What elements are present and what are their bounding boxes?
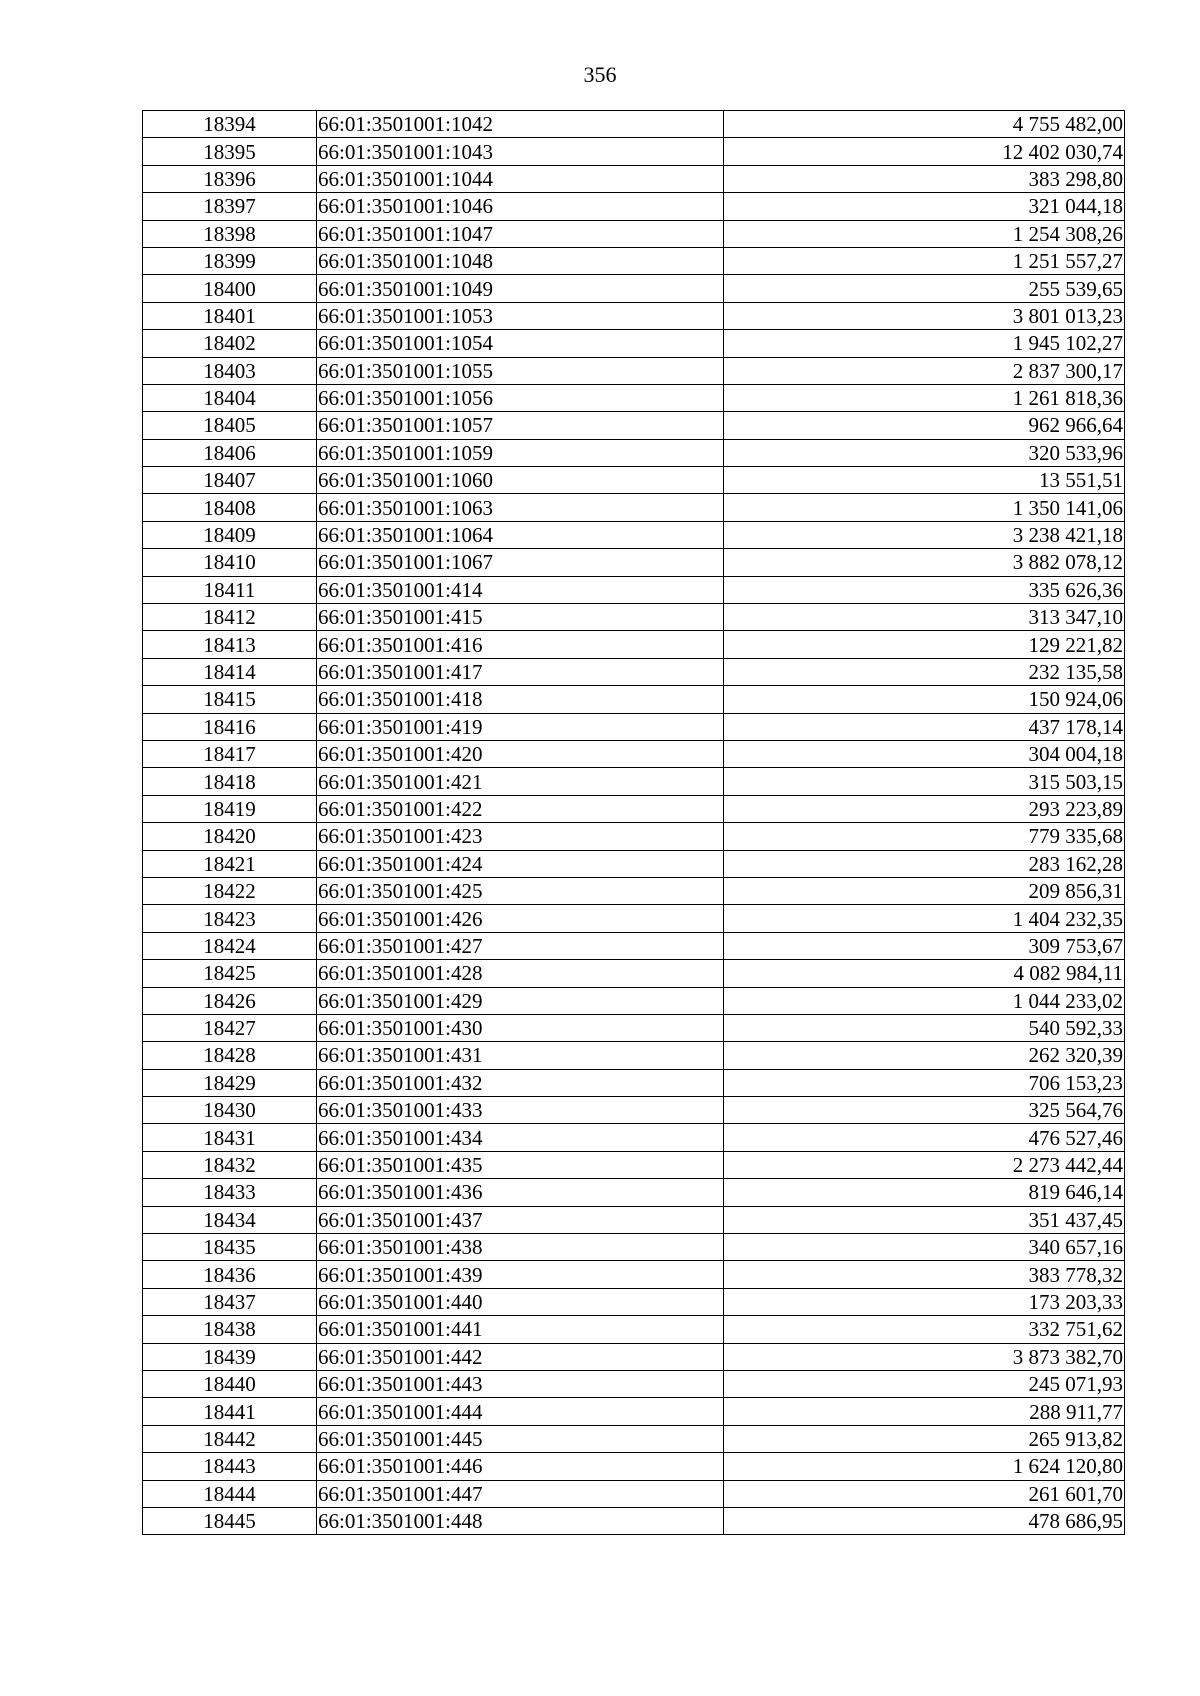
- table-row: [143, 521, 1125, 548]
- table-row: [143, 1480, 1125, 1507]
- row-number-cell: 18398: [143, 220, 317, 247]
- cadastral-number-cell: 66:01:3501001:448: [317, 1507, 724, 1534]
- table-row: [143, 823, 1125, 850]
- cadastral-number-cell: 66:01:3501001:419: [317, 713, 724, 740]
- table-row: [143, 960, 1125, 987]
- cadastral-number-cell: 66:01:3501001:415: [317, 604, 724, 631]
- row-number-cell: 18438: [143, 1316, 317, 1343]
- row-number-cell: 18430: [143, 1097, 317, 1124]
- cadastral-value-cell: 351 437,45: [724, 1206, 1125, 1233]
- row-number-cell: 18439: [143, 1343, 317, 1370]
- table-row: [143, 905, 1125, 932]
- row-number-cell: 18405: [143, 412, 317, 439]
- cadastral-number-cell: 66:01:3501001:439: [317, 1261, 724, 1288]
- table-row: [143, 247, 1125, 274]
- row-number-cell: 18412: [143, 604, 317, 631]
- cadastral-number-cell: 66:01:3501001:431: [317, 1042, 724, 1069]
- table-row: [143, 384, 1125, 411]
- cadastral-value-cell: 173 203,33: [724, 1288, 1125, 1315]
- table-row: [143, 740, 1125, 767]
- cadastral-value-cell: 1 350 141,06: [724, 494, 1125, 521]
- cadastral-value-cell: 150 924,06: [724, 686, 1125, 713]
- cadastral-number-cell: 66:01:3501001:1046: [317, 193, 724, 220]
- row-number-cell: 18406: [143, 439, 317, 466]
- row-number-cell: 18394: [143, 111, 317, 138]
- table-row: [143, 1206, 1125, 1233]
- table-row: [143, 275, 1125, 302]
- table-row: [143, 1398, 1125, 1425]
- table-row: [143, 138, 1125, 165]
- cadastral-value-cell: 255 539,65: [724, 275, 1125, 302]
- table-row: [143, 1069, 1125, 1096]
- row-number-cell: 18427: [143, 1014, 317, 1041]
- table-row: [143, 549, 1125, 576]
- cadastral-value-cell: 304 004,18: [724, 740, 1125, 767]
- cadastral-number-cell: 66:01:3501001:421: [317, 768, 724, 795]
- table-row: [143, 631, 1125, 658]
- cadastral-value-cell: 321 044,18: [724, 193, 1125, 220]
- cadastral-value-cell: 13 551,51: [724, 467, 1125, 494]
- cadastral-number-cell: 66:01:3501001:1057: [317, 412, 724, 439]
- table-row: [143, 1261, 1125, 1288]
- table-row: [143, 1370, 1125, 1397]
- row-number-cell: 18431: [143, 1124, 317, 1151]
- table-row: [143, 1179, 1125, 1206]
- cadastral-value-cell: 1 945 102,27: [724, 330, 1125, 357]
- cadastral-number-cell: 66:01:3501001:1042: [317, 111, 724, 138]
- table-row: [143, 165, 1125, 192]
- cadastral-value-cell: 1 624 120,80: [724, 1453, 1125, 1480]
- page-number: 356: [583, 62, 617, 87]
- cadastral-number-cell: 66:01:3501001:1064: [317, 521, 724, 548]
- row-number-cell: 18421: [143, 850, 317, 877]
- cadastral-value-cell: 335 626,36: [724, 576, 1125, 603]
- table-row: [143, 302, 1125, 329]
- row-number-cell: 18399: [143, 247, 317, 274]
- table-row: [143, 576, 1125, 603]
- row-number-cell: 18416: [143, 713, 317, 740]
- cadastral-value-cell: 315 503,15: [724, 768, 1125, 795]
- cadastral-value-cell: 325 564,76: [724, 1097, 1125, 1124]
- cadastral-value-cell: 332 751,62: [724, 1316, 1125, 1343]
- table-row: [143, 1124, 1125, 1151]
- cadastral-number-cell: 66:01:3501001:447: [317, 1480, 724, 1507]
- table-row: [143, 111, 1125, 138]
- row-number-cell: 18442: [143, 1425, 317, 1452]
- row-number-cell: 18397: [143, 193, 317, 220]
- cadastral-number-cell: 66:01:3501001:1055: [317, 357, 724, 384]
- cadastral-value-cell: 779 335,68: [724, 823, 1125, 850]
- cadastral-value-cell: 478 686,95: [724, 1507, 1125, 1534]
- cadastral-number-cell: 66:01:3501001:438: [317, 1234, 724, 1261]
- table-row: [143, 877, 1125, 904]
- table-row: [143, 1097, 1125, 1124]
- cadastral-value-cell: 232 135,58: [724, 658, 1125, 685]
- table-row: [143, 1507, 1125, 1534]
- table-row: [143, 220, 1125, 247]
- cadastral-number-cell: 66:01:3501001:429: [317, 987, 724, 1014]
- cadastral-number-cell: 66:01:3501001:417: [317, 658, 724, 685]
- cadastral-value-cell: 309 753,67: [724, 932, 1125, 959]
- cadastral-value-cell: 4 082 984,11: [724, 960, 1125, 987]
- table-row: [143, 1425, 1125, 1452]
- table-row: [143, 330, 1125, 357]
- cadastral-number-cell: 66:01:3501001:445: [317, 1425, 724, 1452]
- table-row: [143, 193, 1125, 220]
- cadastral-number-cell: 66:01:3501001:435: [317, 1151, 724, 1178]
- row-number-cell: 18410: [143, 549, 317, 576]
- cadastral-number-cell: 66:01:3501001:424: [317, 850, 724, 877]
- row-number-cell: 18395: [143, 138, 317, 165]
- cadastral-number-cell: 66:01:3501001:1054: [317, 330, 724, 357]
- cadastral-number-cell: 66:01:3501001:426: [317, 905, 724, 932]
- table-row: [143, 467, 1125, 494]
- cadastral-value-cell: 540 592,33: [724, 1014, 1125, 1041]
- cadastral-value-cell: 2 837 300,17: [724, 357, 1125, 384]
- cadastral-number-cell: 66:01:3501001:1053: [317, 302, 724, 329]
- cadastral-value-cell: 262 320,39: [724, 1042, 1125, 1069]
- cadastral-number-cell: 66:01:3501001:442: [317, 1343, 724, 1370]
- table-row: [143, 1453, 1125, 1480]
- table-row: [143, 412, 1125, 439]
- cadastral-value-cell: 313 347,10: [724, 604, 1125, 631]
- table-row: [143, 1042, 1125, 1069]
- table-row: [143, 1343, 1125, 1370]
- cadastral-number-cell: 66:01:3501001:427: [317, 932, 724, 959]
- row-number-cell: 18445: [143, 1507, 317, 1534]
- cadastral-number-cell: 66:01:3501001:441: [317, 1316, 724, 1343]
- cadastral-value-cell: 245 071,93: [724, 1370, 1125, 1397]
- row-number-cell: 18441: [143, 1398, 317, 1425]
- cadastral-number-cell: 66:01:3501001:422: [317, 795, 724, 822]
- table-row: [143, 1151, 1125, 1178]
- cadastral-value-cell: 265 913,82: [724, 1425, 1125, 1452]
- cadastral-value-cell: 320 533,96: [724, 439, 1125, 466]
- cadastral-value-cell: 129 221,82: [724, 631, 1125, 658]
- row-number-cell: 18404: [143, 384, 317, 411]
- cadastral-number-cell: 66:01:3501001:440: [317, 1288, 724, 1315]
- cadastral-number-cell: 66:01:3501001:1043: [317, 138, 724, 165]
- cadastral-value-cell: 1 251 557,27: [724, 247, 1125, 274]
- table-row: [143, 987, 1125, 1014]
- cadastral-value-cell: 962 966,64: [724, 412, 1125, 439]
- table-row: [143, 795, 1125, 822]
- row-number-cell: 18407: [143, 467, 317, 494]
- cadastral-value-cell: 2 273 442,44: [724, 1151, 1125, 1178]
- cadastral-number-cell: 66:01:3501001:1063: [317, 494, 724, 521]
- row-number-cell: 18414: [143, 658, 317, 685]
- table-row: [143, 1288, 1125, 1315]
- cadastral-value-cell: 340 657,16: [724, 1234, 1125, 1261]
- cadastral-value-table: [142, 110, 1125, 1535]
- row-number-cell: 18429: [143, 1069, 317, 1096]
- cadastral-value-cell: 1 261 818,36: [724, 384, 1125, 411]
- cadastral-value-cell: 283 162,28: [724, 850, 1125, 877]
- cadastral-value-cell: 3 238 421,18: [724, 521, 1125, 548]
- cadastral-number-cell: 66:01:3501001:430: [317, 1014, 724, 1041]
- table-row: [143, 1014, 1125, 1041]
- cadastral-number-cell: 66:01:3501001:1060: [317, 467, 724, 494]
- table-row: [143, 850, 1125, 877]
- row-number-cell: 18408: [143, 494, 317, 521]
- table-row: [143, 713, 1125, 740]
- cadastral-number-cell: 66:01:3501001:418: [317, 686, 724, 713]
- row-number-cell: 18434: [143, 1206, 317, 1233]
- table-row: [143, 768, 1125, 795]
- cadastral-value-cell: 3 801 013,23: [724, 302, 1125, 329]
- cadastral-value-cell: 4 755 482,00: [724, 111, 1125, 138]
- row-number-cell: 18402: [143, 330, 317, 357]
- cadastral-number-cell: 66:01:3501001:437: [317, 1206, 724, 1233]
- table-row: [143, 1234, 1125, 1261]
- row-number-cell: 18411: [143, 576, 317, 603]
- cadastral-number-cell: 66:01:3501001:1067: [317, 549, 724, 576]
- cadastral-value-cell: 3 873 382,70: [724, 1343, 1125, 1370]
- row-number-cell: 18422: [143, 877, 317, 904]
- row-number-cell: 18419: [143, 795, 317, 822]
- row-number-cell: 18425: [143, 960, 317, 987]
- cadastral-value-cell: 12 402 030,74: [724, 138, 1125, 165]
- row-number-cell: 18396: [143, 165, 317, 192]
- cadastral-number-cell: 66:01:3501001:416: [317, 631, 724, 658]
- table-row: [143, 1316, 1125, 1343]
- row-number-cell: 18437: [143, 1288, 317, 1315]
- cadastral-number-cell: 66:01:3501001:434: [317, 1124, 724, 1151]
- cadastral-number-cell: 66:01:3501001:433: [317, 1097, 724, 1124]
- cadastral-value-cell: 1 254 308,26: [724, 220, 1125, 247]
- cadastral-number-cell: 66:01:3501001:443: [317, 1370, 724, 1397]
- row-number-cell: 18420: [143, 823, 317, 850]
- row-number-cell: 18436: [143, 1261, 317, 1288]
- cadastral-value-cell: 476 527,46: [724, 1124, 1125, 1151]
- row-number-cell: 18424: [143, 932, 317, 959]
- cadastral-value-cell: 819 646,14: [724, 1179, 1125, 1206]
- cadastral-value-cell: 288 911,77: [724, 1398, 1125, 1425]
- cadastral-value-cell: 1 044 233,02: [724, 987, 1125, 1014]
- row-number-cell: 18417: [143, 740, 317, 767]
- row-number-cell: 18400: [143, 275, 317, 302]
- cadastral-number-cell: 66:01:3501001:1059: [317, 439, 724, 466]
- cadastral-value-cell: 293 223,89: [724, 795, 1125, 822]
- cadastral-value-cell: 437 178,14: [724, 713, 1125, 740]
- table-row: [143, 686, 1125, 713]
- table-row: [143, 357, 1125, 384]
- row-number-cell: 18418: [143, 768, 317, 795]
- row-number-cell: 18426: [143, 987, 317, 1014]
- cadastral-value-cell: 706 153,23: [724, 1069, 1125, 1096]
- cadastral-number-cell: 66:01:3501001:436: [317, 1179, 724, 1206]
- cadastral-value-cell: 261 601,70: [724, 1480, 1125, 1507]
- cadastral-number-cell: 66:01:3501001:446: [317, 1453, 724, 1480]
- cadastral-number-cell: 66:01:3501001:1056: [317, 384, 724, 411]
- row-number-cell: 18435: [143, 1234, 317, 1261]
- table-row: [143, 494, 1125, 521]
- cadastral-number-cell: 66:01:3501001:423: [317, 823, 724, 850]
- cadastral-number-cell: 66:01:3501001:1048: [317, 247, 724, 274]
- cadastral-number-cell: 66:01:3501001:432: [317, 1069, 724, 1096]
- cadastral-value-cell: 383 298,80: [724, 165, 1125, 192]
- row-number-cell: 18401: [143, 302, 317, 329]
- cadastral-number-cell: 66:01:3501001:1047: [317, 220, 724, 247]
- row-number-cell: 18415: [143, 686, 317, 713]
- row-number-cell: 18444: [143, 1480, 317, 1507]
- table-row: [143, 932, 1125, 959]
- row-number-cell: 18413: [143, 631, 317, 658]
- cadastral-value-cell: 209 856,31: [724, 877, 1125, 904]
- cadastral-number-cell: 66:01:3501001:1049: [317, 275, 724, 302]
- cadastral-number-cell: 66:01:3501001:1044: [317, 165, 724, 192]
- row-number-cell: 18423: [143, 905, 317, 932]
- cadastral-number-cell: 66:01:3501001:414: [317, 576, 724, 603]
- cadastral-value-cell: 1 404 232,35: [724, 905, 1125, 932]
- table-row: [143, 439, 1125, 466]
- row-number-cell: 18443: [143, 1453, 317, 1480]
- row-number-cell: 18433: [143, 1179, 317, 1206]
- table-body: [143, 111, 1125, 1535]
- table-row: [143, 604, 1125, 631]
- table-row: [143, 658, 1125, 685]
- cadastral-value-cell: 3 882 078,12: [724, 549, 1125, 576]
- row-number-cell: 18440: [143, 1370, 317, 1397]
- row-number-cell: 18432: [143, 1151, 317, 1178]
- cadastral-number-cell: 66:01:3501001:425: [317, 877, 724, 904]
- row-number-cell: 18428: [143, 1042, 317, 1069]
- cadastral-number-cell: 66:01:3501001:420: [317, 740, 724, 767]
- cadastral-number-cell: 66:01:3501001:444: [317, 1398, 724, 1425]
- cadastral-value-cell: 383 778,32: [724, 1261, 1125, 1288]
- row-number-cell: 18403: [143, 357, 317, 384]
- cadastral-number-cell: 66:01:3501001:428: [317, 960, 724, 987]
- row-number-cell: 18409: [143, 521, 317, 548]
